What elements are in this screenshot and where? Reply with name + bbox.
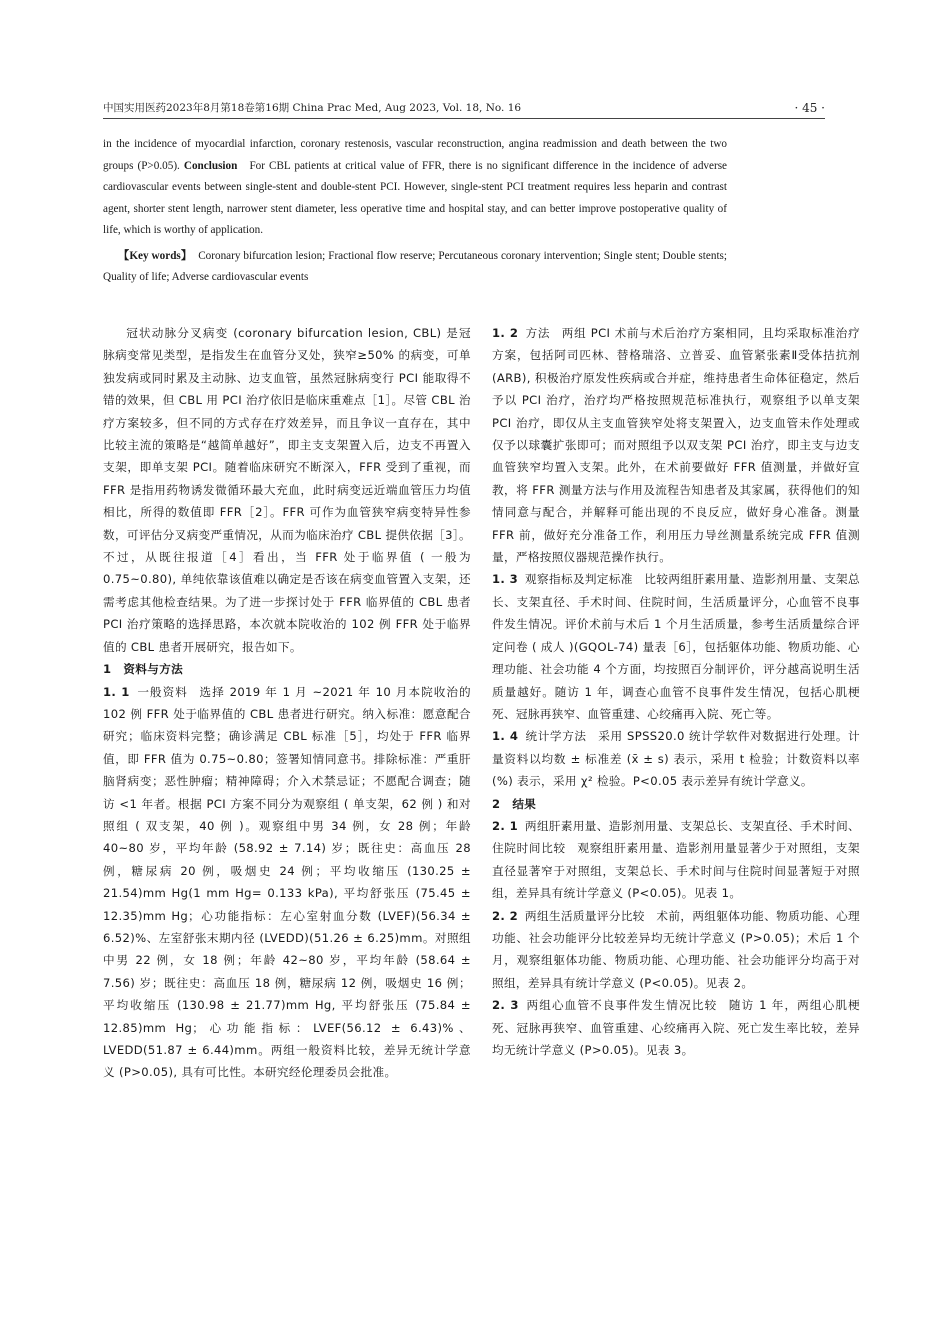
subsection-number: 1. 3 <box>492 572 519 587</box>
subsection-number: 1. 1 <box>103 684 130 699</box>
abstract-body <box>103 134 727 242</box>
intro-paragraph: 冠状动脉分叉病变 (coronary bifurcation lesion, CBL) 是冠脉病变常见类型，是指发生在血管分叉处，狭窄≥50% 的病变，可单独发病或同时累及主动脉、边支血管，虽然冠脉病变行 PCI 能取得不错的效果，但 CBL 用 PCI 治疗依旧是临床重难点［1］。尽管 CBL 治疗方案较多，但不同的方式存在疗效差异，而且争议一直存在，其中比较主流的策略是“越简单越好”，即主支支架置入后，边支不再置入支架，即单支架 PCI。随着临床研究不断深入，FFR 受到了重视，而 FFR 是指用药物诱发微循环最大充血，此时病变远近端血管压力均值相比，所得的数值即 FFR［2］。FFR 可作为血管狭窄病变特异性参数，可评估分叉病变严重情况，从而为临床治疗 CBL 提供依据［3］。不过，从既往报道［4］看出，当 FFR 处于临界值 ( 一般为 0.75~0.80), 单纯依靠该值难以确定是否该在病变血管置入支架，还需考虑其他检查结果。为了进一步探讨处于 FFR 临界值的 CBL 患者 PCI 治疗策略的选择思路，本次就本院收治的 102 例 FFR 处于临界值的 CBL 患者开展研究，报告如下。 <box>103 326 471 654</box>
section-1-heading: 1 资料与方法 <box>103 662 184 677</box>
subsection-number: 2. 2 <box>492 908 519 923</box>
conclusion-label: Conclusion <box>183 159 238 172</box>
abstract-results-tail: in the incidence of myocardial infarction, coronary restenosis, vascular reconstruction, angina readmission and death between the two groups (P>0.05). <box>103 138 727 172</box>
subsection-title: 统计学方法 <box>525 729 587 744</box>
conclusion-text: For CBL patients at critical value of FFR, there is no significant difference in the incidence of adverse cardiovascular events between single-stent and double-stent PCI. However, single-stent PCI treatment requires less heparin and contrast agent, shorter stent length, narrower stent diameter, less operative time and hospital stay, and can better improve postoperative quality of life, which is worthy of application. <box>103 159 728 236</box>
keywords-text: Coronary bifurcation lesion; Fractional flow reserve; Percutaneous coronary intervention; Single stent; Double stents; Quality of life; Adverse cardiovascular events <box>103 249 728 283</box>
subsection-text: 观察组肝素用量、造影剂用量显著少于对照组，支架直径显著窄于对照组，支架总长、手术时间与住院时间显著短于对照组，差异具有统计学意义 (P<0.05)。见表 1。 <box>492 841 860 901</box>
keywords-label: 【Key words】 <box>118 249 193 262</box>
subsection-1-2 <box>492 322 860 568</box>
subsection-text: 比较两组肝素用量、造影剂用量、支架总长、支架直径、手术时间、住院时间，生活质量评分，心血管不良事件发生情况。评价术前与术后 1 个月生活质量，参考生活质量综合评定问卷 ( 成人 )(GQOL-74) 量表［6］，包括躯体功能、物质功能、心理功能、社会功能 4 个方面，均按照百分制评价，评分越高说明生活质量越好。随访 1 年，调查心血管不良事件发生情况，包括心肌梗死、冠脉再狭窄、血管重建、心绞痛再入院、死亡等。 <box>492 572 860 721</box>
english-abstract <box>103 134 727 289</box>
subsection-text: 随访 1 年，两组心肌梗死、冠脉再狭窄、血管重建、心绞痛再入院、死亡发生率比较，差异均无统计学意义 (P>0.05)。见表 3。 <box>492 998 860 1057</box>
subsection-1-3 <box>492 568 860 725</box>
subsection-title: 一般资料 <box>136 684 188 699</box>
page-number: · 45 · <box>794 101 825 115</box>
subsection-text: 两组 PCI 术前与术后治疗方案相同，且均采取标准治疗方案，包括阿司匹林、替格瑞洛、立普妥、血管紧张素Ⅱ受体拮抗剂 (ARB), 积极治疗原发性疾病或合并症，维持患者生命体征稳定，然后予以 PCI 治疗，治疗均严格按照规范标准执行，观察组予以单支架 PCI 治疗，即仅从主支血管狭窄处将支架置入，边支血管未作处理或仅予以球囊扩张即可；而对照组予以双支架 PCI 治疗，即主支与边支血管狭窄均置入支架。此外，在术前要做好 FFR 值测量，并做好宣教，将 FFR 测量方法与作用及流程告知患者及其家属，获得他们的知情同意与配合，并解释可能出现的不良反应，做好身心准备。测量 FFR 前，做好充分准备工作，利用压力导丝测量系统完成 FFR 值测量，严格按照仪器规范操作执行。 <box>492 326 861 565</box>
subsection-number: 2. 1 <box>492 818 518 833</box>
subsection-2-3 <box>492 994 860 1061</box>
subsection-1-1 <box>103 681 471 1084</box>
subsection-2-1 <box>492 815 860 905</box>
subsection-title: 方法 <box>525 326 551 340</box>
subsection-title: 观察指标及判定标准 <box>524 572 633 587</box>
subsection-title: 两组肝素用量、造影剂用量、支架总长、支架直径、手术时间、住院时间比较 <box>492 818 860 856</box>
subsection-text: 术前，两组躯体功能、物质功能、心理功能、社会功能评分比较差异均无统计学意义 (P>0.05)；术后 1 个月，观察组躯体功能、物质功能、心理功能、社会功能评分均高于对照组，差异具有统计学意义 (P<0.05)。见表 2。 <box>492 908 860 990</box>
subsection-number: 1. 2 <box>492 326 519 340</box>
header-divider <box>103 118 825 119</box>
subsection-text: 选择 2019 年 1 月 ~2021 年 10 月本院收治的 102 例 FFR 处于临界值的 CBL 患者进行研究。纳入标准：愿意配合研究；临床资料完整；确诊满足 CBL 标准［5］，均处于 FFR 临界值，即 FFR 值为 0.75~0.80；签署知情同意书。排除标准：严重肝脑肾病变；恶性肿瘤；精神障碍；介入术禁忌证；不愿配合调查；随访 <1 年者。根据 PCI 方案不同分为观察组 ( 单支架，62 例 ) 和对照组 ( 双支架，40 例 )。观察组中男 34 例，女 28 例；年龄 40~80 岁，平均年龄 (58.92 ± 7.14) 岁；既往史：高血压 28 例，糖尿病 20 例，吸烟史 24 例；平均收缩压 (130.25 ± 21.54)mm Hg(1 mm Hg= 0.133 kPa), 平均舒张压 (75.45 ± 12.35)mm Hg；心功能指标：左心室射血分数 (LVEF)(56.34 ± 6.52)%、左室舒张末期内径 (LVEDD)(51.26 ± 6.25)mm。对照组中男 22 例，女 18 例；年龄 42~80 岁，平均年龄 (58.64 ± 7.56) 岁；既往史：高血压 18 例，糖尿病 12 例，吸烟史 16 例；平均收缩压 (130.98 ± 21.77)mm Hg, 平均舒张压 (75.84 ± 12.85)mm Hg；心功能指标：LVEF(56.12 ± 6.43)%、LVEDD(51.87 ± 6.44)mm。两组一般资料比较，差异无统计学意义 (P>0.05), 具有可比性。本研究经伦理委员会批准。 <box>103 684 471 1080</box>
left-column <box>103 322 471 1084</box>
journal-citation: 中国实用医药2023年8月第18卷第16期 China Prac Med, Aug 2023, Vol. 18, No. 16 <box>103 102 522 114</box>
subsection-number: 1. 4 <box>492 729 519 744</box>
subsection-title: 两组心血管不良事件发生情况比较 <box>525 998 718 1013</box>
subsection-2-2 <box>492 905 860 995</box>
right-column <box>492 322 860 1061</box>
running-header <box>103 100 825 116</box>
subsection-title: 两组生活质量评分比较 <box>524 908 645 923</box>
subsection-number: 2. 3 <box>492 998 519 1013</box>
subsection-1-4 <box>492 725 860 792</box>
subsection-text: 采用 SPSS20.0 统计学软件对数据进行处理。计量资料以均数 ± 标准差 (x̄ ± s) 表示，采用 t 检验；计数资料以率 (%) 表示，采用 χ² 检验。P<0.05 表示差异有统计学意义。 <box>492 729 860 789</box>
section-2-heading: 2 结果 <box>492 796 537 811</box>
keywords-paragraph <box>103 246 727 289</box>
